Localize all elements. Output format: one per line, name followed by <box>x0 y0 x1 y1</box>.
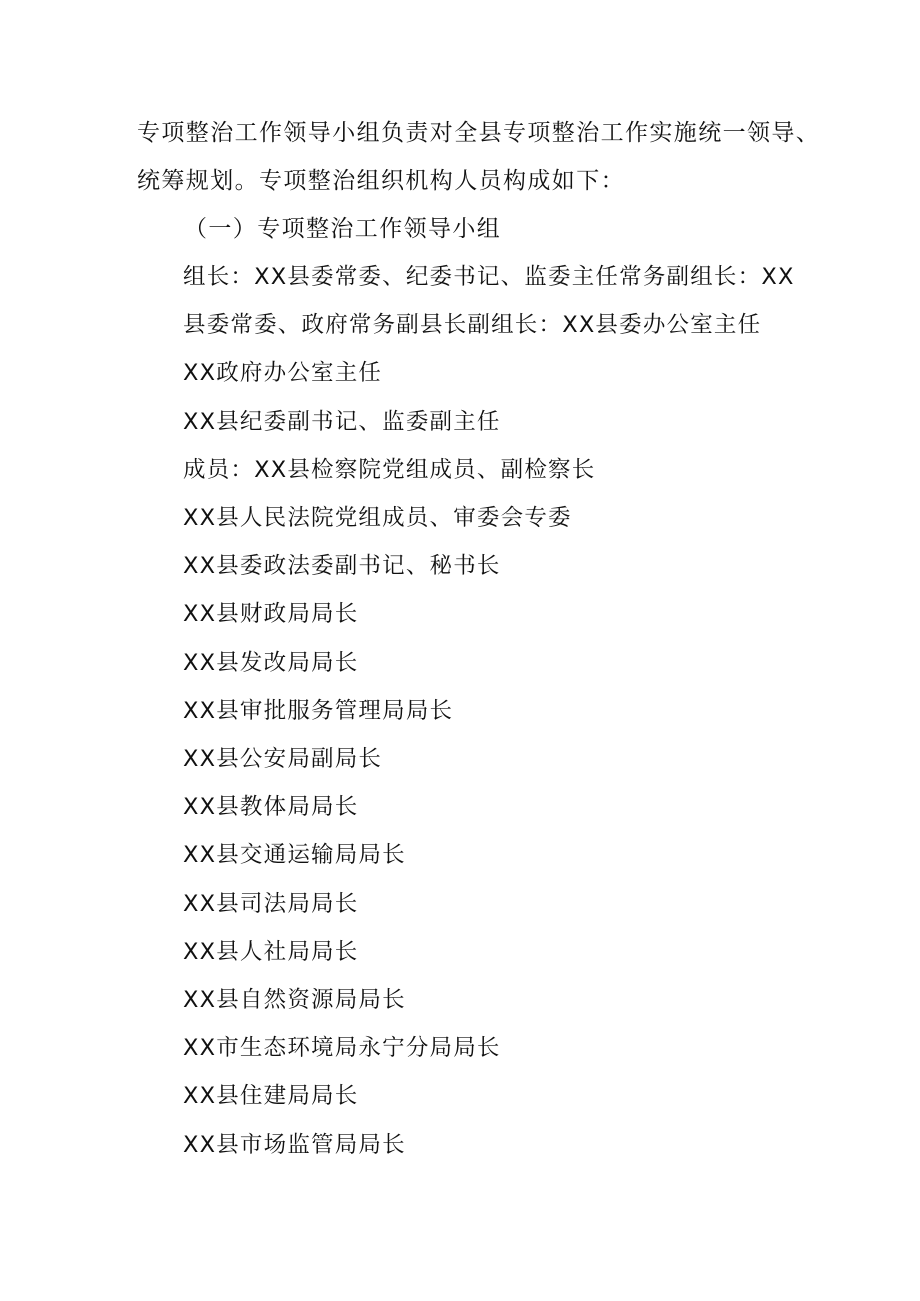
list-item: 县委常委、政府常务副县长副组长：XX县委办公室主任 <box>183 312 762 339</box>
list-item: XX县住建局局长 <box>183 1083 359 1110</box>
list-item: XX县纪委副书记、监委副主任 <box>183 408 501 435</box>
list-item: XX政府办公室主任 <box>183 360 383 387</box>
list-item: XX县发改局局长 <box>183 649 359 676</box>
list-item: XX县人社局局长 <box>183 938 359 965</box>
list-item: XX县财政局局长 <box>183 601 359 628</box>
section-heading: （一）专项整治工作领导小组 <box>184 216 502 242</box>
list-item: XX县公安局副局长 <box>183 746 383 773</box>
intro-line-2: 统筹规划。专项整治组织机构人员构成如下： <box>137 168 625 194</box>
list-item: XX县自然资源局局长 <box>183 987 406 1014</box>
list-item: XX县交通运输局局长 <box>183 842 406 869</box>
member-list <box>183 253 803 1169</box>
intro-paragraph <box>137 109 821 205</box>
list-item: XX县司法局局长 <box>183 890 359 917</box>
list-item: XX县人民法院党组成员、审委会专委 <box>183 505 572 532</box>
intro-line-1: 专项整治工作领导小组负责对全县专项整治工作实施统一领导、 <box>137 120 821 146</box>
list-item: XX市生态环境局永宁分局局长 <box>183 1035 501 1062</box>
list-item: XX县市场监管局局长 <box>183 1131 406 1158</box>
list-item: XX县教体局局长 <box>183 794 359 821</box>
list-item: 成员：XX县检察院党组成员、副检察长 <box>183 456 596 483</box>
list-item: XX县审批服务管理局局长 <box>183 697 454 724</box>
list-item: 组长：XX县委常委、纪委书记、监委主任常务副组长：XX <box>183 264 795 290</box>
list-item: XX县委政法委副书记、秘书长 <box>183 553 501 580</box>
